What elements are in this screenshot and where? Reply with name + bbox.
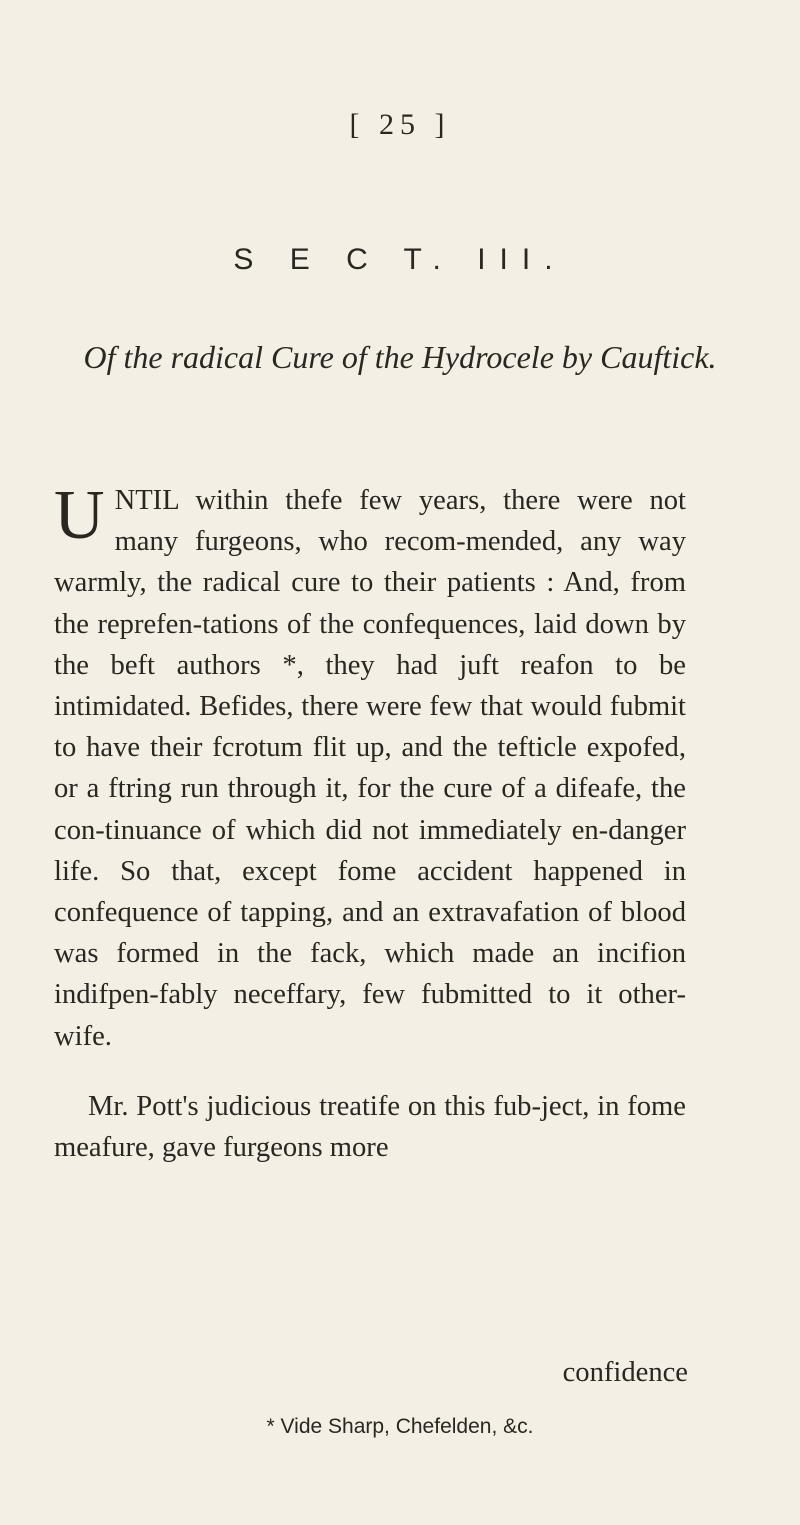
catchword: confidence	[562, 1357, 688, 1388]
footnote: * Vide Sharp, Chefelden, &c.	[266, 1415, 534, 1438]
drop-cap: U	[54, 477, 105, 554]
body-text	[54, 477, 686, 1168]
section-title: Of the radical Cure of the Hydrocele by Cauftick.	[83, 339, 717, 375]
page-number: [ 25 ]	[349, 108, 451, 141]
paragraph-2: Mr. Pott's judicious treatife on this fub-ject, in fome meafure, gave furgeons more	[54, 1090, 686, 1164]
paragraph-1-text: NTIL within thefe few years, there were not many furgeons, who recom-mended, any way warmly, the radical cure to their patients : And, from the reprefen-tations of the confequences, laid down by the beft authors *, they had juft reafon to be intimidated. Befides, there were few that would fubmit to have their fcrotum flit up, and the tefticle expofed, or a ftring run through it, for the cure of a difeafe, the con-tinuance of which did not immediately en-danger life. So that, except fome accident happened in confequence of tapping, and an extravafation of blood was formed in the fack, which made an incifion indifpen-fably neceffary, few fubmitted to it other-wife.	[54, 485, 686, 1052]
paragraph-1	[54, 477, 686, 1057]
section-heading: S E C T. III.	[233, 243, 567, 276]
